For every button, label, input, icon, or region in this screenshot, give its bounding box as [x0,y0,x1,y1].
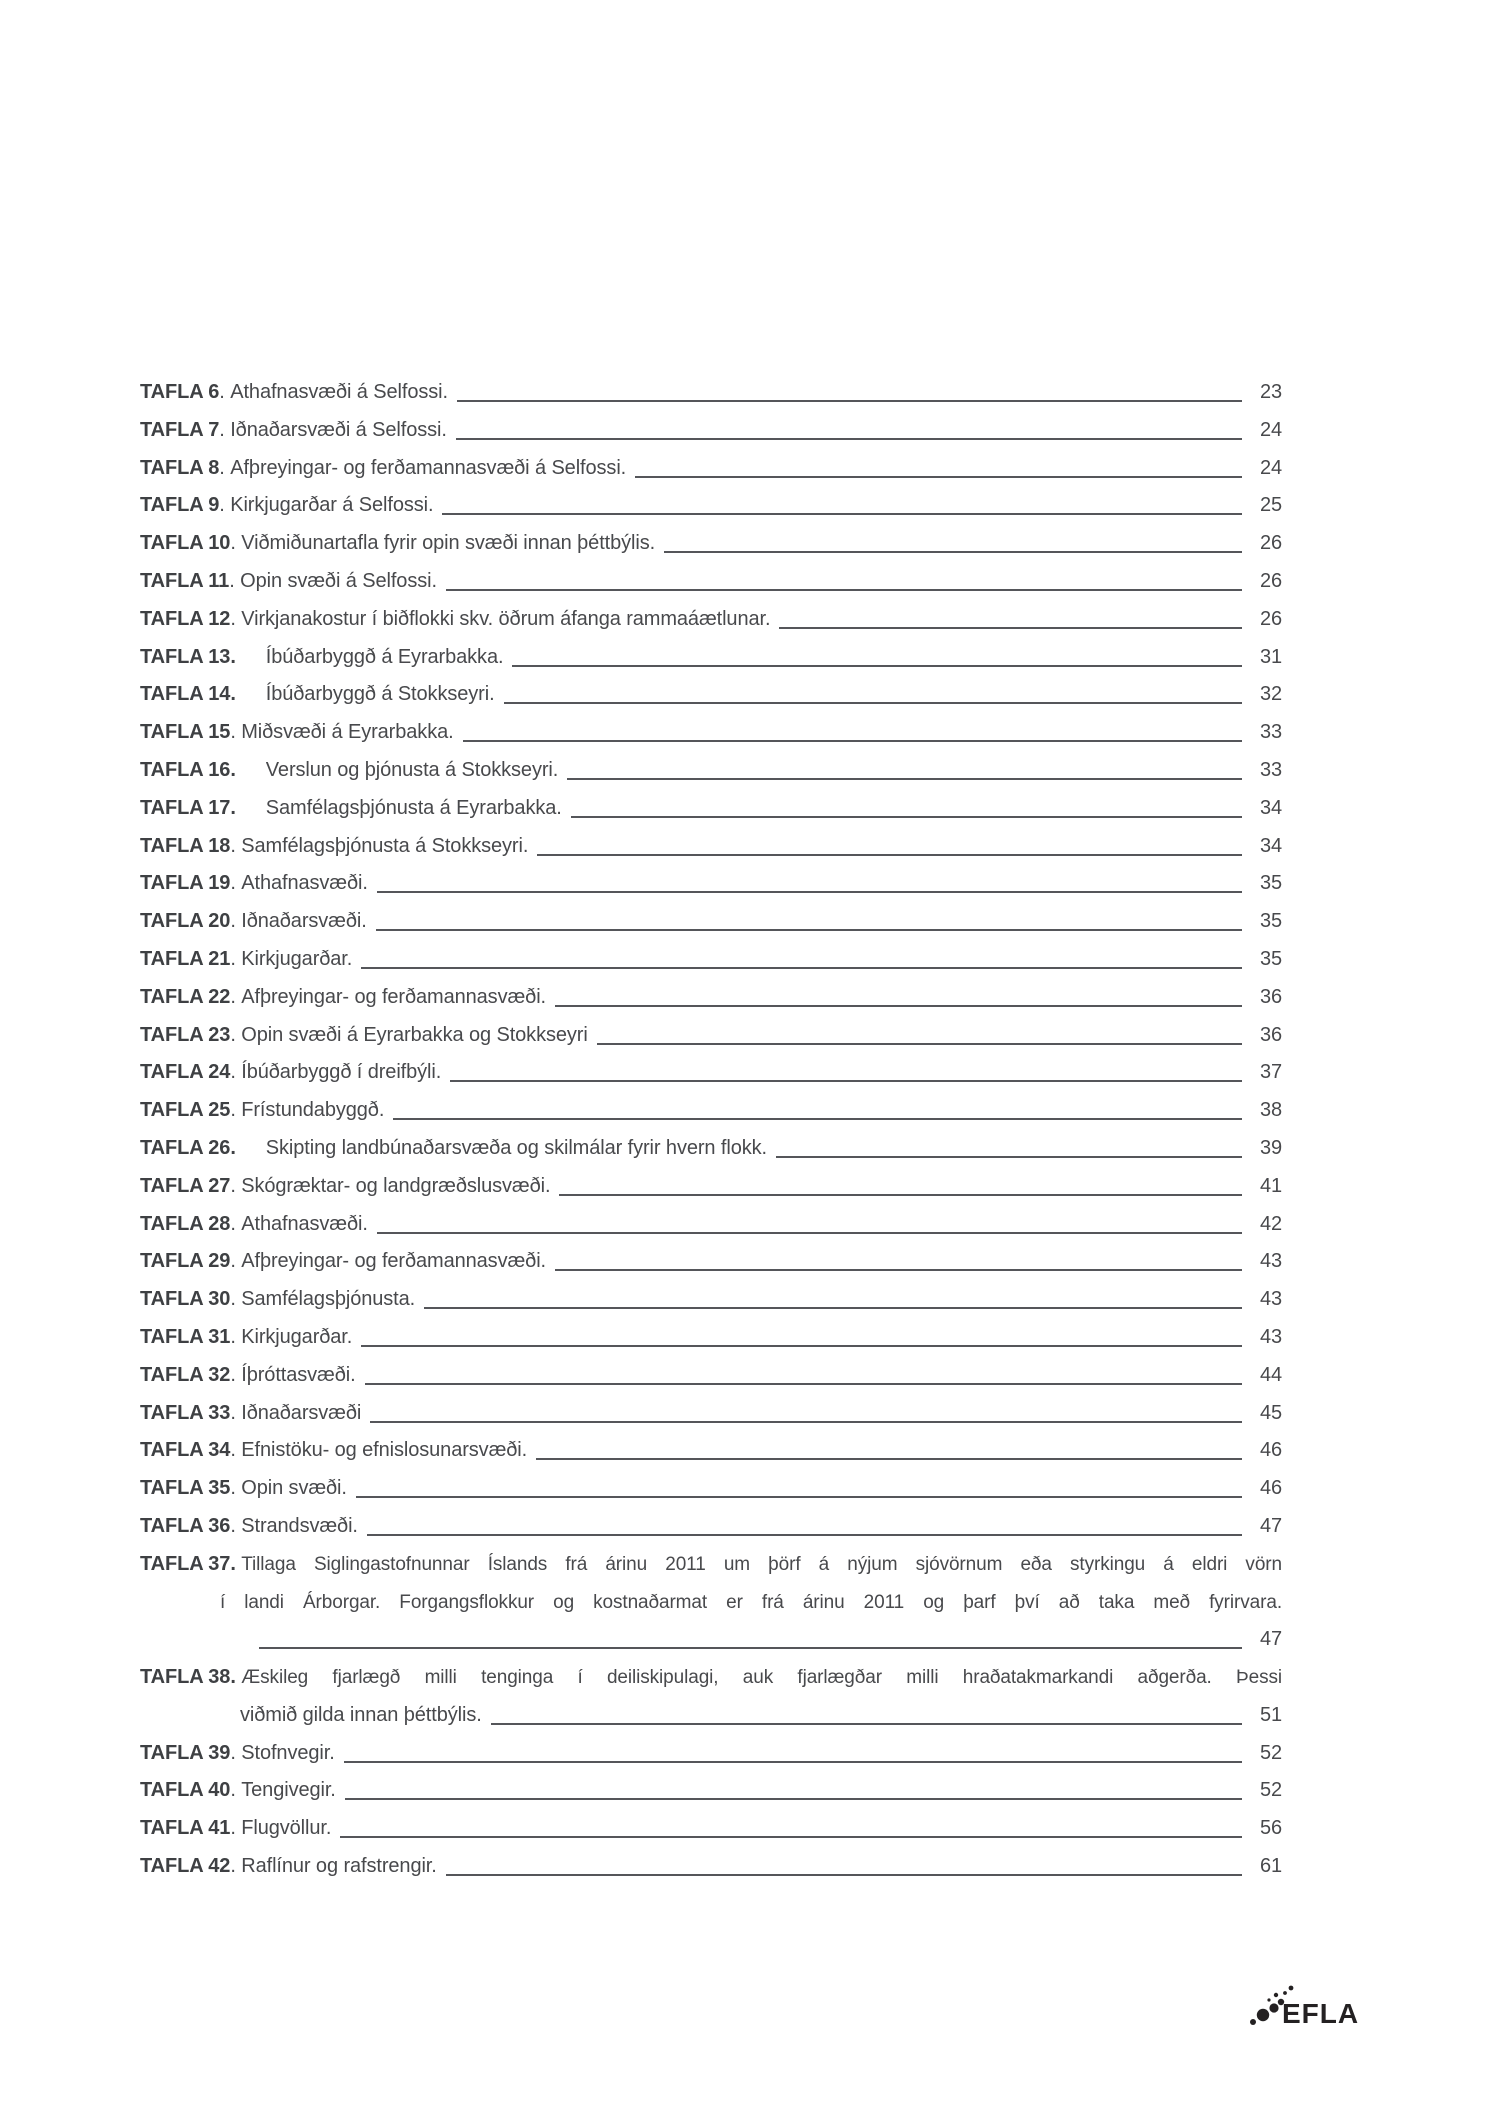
toc-entry-text: Afþreyingar- og ferðamannasvæði. [241,1250,546,1273]
toc-page-number: 39 [1259,1136,1282,1159]
toc-separator: . [230,1061,242,1084]
toc-entry-label: TAFLA 6 [140,381,220,403]
toc-leader-line [491,1721,1242,1725]
toc-separator: . [230,1212,242,1235]
toc-entry-row [140,1395,1282,1433]
toc-leader-line [779,625,1242,629]
toc-page-number: 43 [1259,1325,1282,1348]
toc-page-number: 56 [1259,1817,1282,1840]
toc-entry-text: Kirkjugarðar. [241,1325,353,1348]
toc-leader-line [463,738,1242,742]
toc-entry-row [140,828,1282,866]
toc-leader-line [370,1419,1242,1423]
toc-entry-label: TAFLA 22 [140,985,231,1008]
toc-entry-row [140,752,1282,790]
toc-leader-line [345,1796,1242,1800]
toc-separator: . [219,418,231,441]
toc-leader-line [559,1192,1242,1196]
toc-leader-line [635,474,1242,478]
toc-separator: . [230,985,242,1008]
toc-entry-row [140,790,1282,828]
toc-entry-text: Samfélagsþjónusta á Stokkseyri. [241,834,529,857]
toc-separator: . [230,1779,242,1802]
toc-leader-line [776,1154,1242,1158]
efla-logo [1244,1980,1374,2028]
toc-leader-line [536,1456,1242,1460]
toc-page-number: 34 [1259,834,1282,857]
toc-page-number: 26 [1259,607,1282,630]
toc-entry-label: TAFLA 35 [140,1477,231,1500]
toc-page-number: 35 [1259,947,1282,970]
efla-logo-graphic [1244,1980,1374,2028]
toc-entry-text: Samfélagsþjónusta á Eyrarbakka. [265,796,562,819]
toc-entry-text: Stofnvegir. [241,1741,335,1764]
toc-leader-line [567,776,1242,780]
toc-entry-row [140,1168,1282,1206]
toc-entry-label: TAFLA 41 [140,1817,231,1840]
toc-entry-row [140,1092,1282,1130]
toc-entry-row [140,1243,1282,1281]
toc-entry-label: TAFLA 28 [140,1212,231,1235]
toc-entry-label: TAFLA 14. [140,683,236,706]
toc-entry-row [140,903,1282,941]
toc-separator: . [230,947,242,970]
toc-leader-line [361,1343,1242,1347]
toc-leader-line [367,1532,1242,1536]
toc-entry-text: Virkjanakostur í biðflokki skv. öðrum áfanga rammaáætlunar. [241,607,771,630]
toc-entry-label: TAFLA 15 [140,721,231,744]
toc-leader-line [442,511,1242,515]
toc-page-number: 61 [1259,1855,1282,1878]
toc-separator: . [230,1855,242,1878]
toc-separator: . [230,1288,242,1311]
toc-entry-text: Verslun og þjónusta á Stokkseyri. [265,758,559,781]
toc-leader-line [259,1645,1242,1649]
toc-entry-text: Frístundabyggð. [241,1099,385,1122]
toc-entry-text: Viðmiðunartafla fyrir opin svæði innan þéttbýlis. [241,532,656,555]
toc-entry-row [140,639,1282,677]
toc-entry-label: TAFLA 30 [140,1288,231,1311]
toc-entry-label: TAFLA 34 [140,1439,231,1462]
toc-leader-line [512,663,1242,667]
toc-separator: . [230,1023,242,1046]
toc-entry-text: Iðnaðarsvæði. [241,910,367,933]
toc-separator: . [230,1174,242,1197]
toc-entry-text: Iðnaðarsvæði [241,1401,362,1424]
toc-page-number: 51 [1259,1703,1282,1726]
toc-entry-text: Athafnasvæði á Selfossi. [230,381,448,403]
toc-page-number: 24 [1259,456,1282,479]
toc-page-number: 33 [1259,721,1282,744]
toc-entry-text: Miðsvæði á Eyrarbakka. [241,721,454,744]
toc-entry-row [140,1319,1282,1357]
toc-entry-text: Opin svæði á Selfossi. [240,569,437,592]
toc-entry-text: Opin svæði. [241,1477,347,1500]
toc-entry-text: Íþróttasvæði. [241,1363,356,1386]
toc-entry-text: Afþreyingar- og ferðamannasvæði. [241,985,546,1008]
toc-entry-text: Flugvöllur. [241,1817,332,1840]
toc-page-number: 32 [1259,683,1282,706]
toc-entry-row [140,1697,1282,1735]
toc-entry-text: Strandsvæði. [241,1514,358,1537]
toc-entry-row [140,1810,1282,1848]
toc-page-number: 45 [1259,1401,1282,1424]
toc-separator: . [219,456,231,479]
toc-leader-line [555,1003,1242,1007]
toc-entry-row [140,1659,1282,1697]
toc-entry-text: Athafnasvæði. [241,1212,368,1235]
toc-entry-text: Æskileg fjarlægð milli tenginga í deiliskipulagi, auk fjarlægðar milli hraðatakmarkandi aðgerða. Þessi [241,1667,1282,1689]
toc-page-number: 41 [1259,1174,1282,1197]
toc-entry-label: TAFLA 11 [140,569,230,592]
toc-entry-row [140,374,1282,412]
toc-leader-line [361,965,1242,969]
toc-separator: . [230,872,242,895]
toc-entry-row [140,676,1282,714]
toc-separator: . [219,494,231,517]
toc-entry-text: Efnistöku- og efnislosunarsvæði. [241,1439,528,1462]
toc-separator: . [230,1401,242,1424]
toc-entry-label: TAFLA 23 [140,1023,231,1046]
toc-entry-label: TAFLA 20 [140,910,231,933]
toc-entry-label: TAFLA 26. [140,1136,236,1159]
toc-entry-row [140,865,1282,903]
toc-leader-line [456,436,1242,440]
toc-entry-row [140,1848,1282,1886]
toc-entry-row [140,1621,1282,1659]
toc-entry-row [140,1772,1282,1810]
toc-entry-label: TAFLA 19 [140,872,231,895]
toc-entry-text: Iðnaðarsvæði á Selfossi. [230,418,447,441]
toc-page-number: 38 [1259,1099,1282,1122]
toc-entry-text: Samfélagsþjónusta. [241,1288,416,1311]
toc-page-number: 36 [1259,1023,1282,1046]
toc [140,374,1282,1886]
toc-entry-label: TAFLA 8 [140,456,220,479]
toc-page-number: 36 [1259,985,1282,1008]
toc-leader-line [571,814,1242,818]
toc-separator: . [230,1477,242,1500]
toc-separator: . [230,1250,242,1273]
toc-entry-text: Skógræktar- og landgræðslusvæði. [241,1174,551,1197]
toc-entry-row [140,979,1282,1017]
toc-entry-label: TAFLA 18 [140,834,231,857]
toc-page-number: 24 [1259,418,1282,441]
toc-entry-label: TAFLA 12 [140,607,231,630]
toc-entry-label: TAFLA 27 [140,1174,231,1197]
toc-entry-text: Kirkjugarðar á Selfossi. [230,494,434,517]
toc-page-number: 46 [1259,1477,1282,1500]
toc-entry-row [140,563,1282,601]
toc-entry-row [140,1432,1282,1470]
toc-separator: . [229,569,241,592]
toc-entry-label: TAFLA 9 [140,494,220,517]
toc-separator: . [230,1363,242,1386]
toc-page-number: 46 [1259,1439,1282,1462]
toc-entry-label: TAFLA 39 [140,1741,231,1764]
toc-entry-row [140,487,1282,525]
toc-leader-line [376,927,1242,931]
toc-entry-text: Skipting landbúnaðarsvæða og skilmálar fyrir hvern flokk. [265,1136,767,1159]
toc-entry-label: TAFLA 24 [140,1061,231,1084]
toc-separator: . [230,1325,242,1348]
toc-separator: . [230,1514,242,1537]
toc-entry-text: Kirkjugarðar. [241,947,353,970]
toc-entry-row [140,412,1282,450]
toc-entry-row [140,1357,1282,1395]
toc-entry-label: TAFLA 33 [140,1401,231,1424]
toc-page-number: 26 [1259,532,1282,555]
toc-leader-line [344,1759,1242,1763]
toc-page-number: 34 [1259,796,1282,819]
toc-entry-text: Athafnasvæði. [241,872,368,895]
toc-entry-label: TAFLA 31 [140,1325,231,1348]
toc-page-number: 23 [1259,381,1282,403]
toc-entry-label: TAFLA 13. [140,645,236,668]
toc-entry-row [140,941,1282,979]
toc-page-number: 42 [1259,1212,1282,1235]
toc-entry-text-continued: viðmið gilda innan þéttbýlis. [240,1703,482,1726]
toc-entry-text: Afþreyingar- og ferðamannasvæði á Selfossi. [230,456,627,479]
toc-page-number: 43 [1259,1288,1282,1311]
toc-leader-line [457,398,1242,402]
toc-entry-row [140,1130,1282,1168]
toc-entry-row [140,1546,1282,1584]
toc-entry-label: TAFLA 17. [140,796,236,819]
toc-page-number: 47 [1259,1628,1282,1651]
toc-entry-label: TAFLA 38. [140,1666,236,1689]
toc-entry-label: TAFLA 40 [140,1779,231,1802]
toc-separator: . [230,834,242,857]
toc-separator: . [230,910,242,933]
toc-entry-row [140,525,1282,563]
toc-entry-text: Raflínur og rafstrengir. [241,1855,437,1878]
toc-entry-row [140,1735,1282,1773]
toc-entry-label: TAFLA 10 [140,532,231,555]
toc-page-number: 35 [1259,910,1282,933]
toc-entry-row [140,1470,1282,1508]
toc-entry-label: TAFLA 42 [140,1855,231,1878]
toc-separator: . [230,721,242,744]
toc-page-number: 37 [1259,1061,1282,1084]
toc-leader-line [555,1267,1242,1271]
toc-entry-label: TAFLA 21 [140,947,231,970]
toc-separator: . [230,1817,242,1840]
logo-wordmark: EFLA [1282,1998,1360,2028]
toc-page-number: 47 [1259,1514,1282,1537]
toc-entry-label: TAFLA 16. [140,758,236,781]
toc-leader-line [450,1078,1242,1082]
toc-entry-row [140,450,1282,488]
toc-page-number: 44 [1259,1363,1282,1386]
toc-entry-row [140,601,1282,639]
toc-leader-line [597,1041,1242,1045]
toc-separator: . [230,607,242,630]
toc-leader-line [340,1834,1242,1838]
toc-entry-row [140,1584,1282,1622]
toc-entry-label: TAFLA 25 [140,1099,231,1122]
toc-separator: . [230,532,242,555]
toc-entry-text: Tillaga Siglingastofnunnar Íslands frá árinu 2011 um þörf á nýjum sjóvörnum eða styrkingu á eldri vörn [241,1553,1282,1575]
toc-leader-line [664,549,1242,553]
toc-entry-row [140,1508,1282,1546]
toc-leader-line [537,852,1242,856]
toc-page-number: 33 [1259,758,1282,781]
toc-separator: . [230,1439,242,1462]
toc-separator: . [230,1741,242,1764]
toc-entry-text-continued: í landi Árborgar. Forgangsflokkur og kostnaðarmat er frá árinu 2011 og þarf því að taka með fyrirvara. [220,1591,1282,1613]
toc-leader-line [393,1116,1242,1120]
toc-page-number: 52 [1259,1779,1282,1802]
toc-entry-row [140,1017,1282,1055]
toc-entry-text: Tengivegir. [241,1779,336,1802]
toc-entry-row [140,1206,1282,1244]
toc-leader-line [504,700,1242,704]
toc-entry-label: TAFLA 32 [140,1363,231,1386]
toc-entry-label: TAFLA 7 [140,418,220,441]
toc-leader-line [446,587,1242,591]
toc-leader-line [365,1381,1242,1385]
toc-separator: . [230,1099,242,1122]
toc-page-number: 35 [1259,872,1282,895]
toc-entry-text: Íbúðarbyggð á Stokkseyri. [265,683,495,706]
toc-page-number: 25 [1259,494,1282,517]
toc-leader-line [377,889,1242,893]
toc-entry-row [140,714,1282,752]
toc-page-number: 52 [1259,1741,1282,1764]
toc-entry-label: TAFLA 29 [140,1250,231,1273]
toc-leader-line [424,1305,1242,1309]
toc-leader-line [356,1494,1242,1498]
toc-leader-line [446,1872,1242,1876]
toc-entry-label: TAFLA 36 [140,1514,231,1537]
toc-separator: . [219,381,231,403]
toc-entry-text: Íbúðarbyggð á Eyrarbakka. [265,645,504,668]
toc-entry-row [140,1281,1282,1319]
toc-entry-label: TAFLA 37. [140,1552,236,1575]
toc-entry-text: Opin svæði á Eyrarbakka og Stokkseyri [241,1023,588,1046]
toc-page-number: 43 [1259,1250,1282,1273]
toc-page-number: 31 [1259,645,1282,668]
toc-page-number: 26 [1259,569,1282,592]
toc-entry-text: Íbúðarbyggð í dreifbýli. [241,1061,442,1084]
toc-entry-row [140,1054,1282,1092]
toc-leader-line [377,1230,1242,1234]
